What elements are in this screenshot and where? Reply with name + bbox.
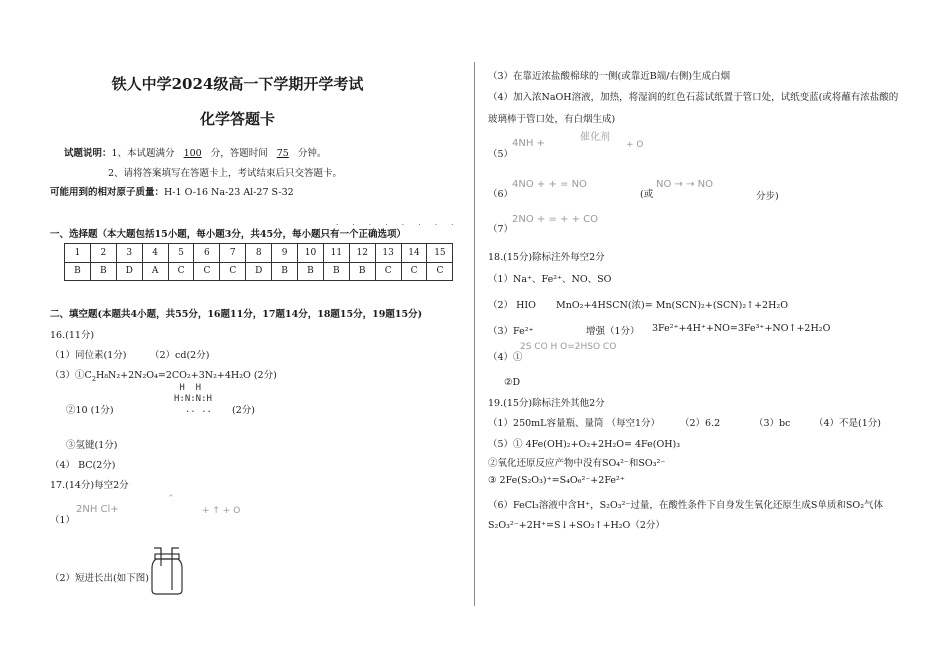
q18-answer-3-equation: 3Fe²⁺+4H⁺+NO=3Fe³⁺+NO↑+2H₂O — [652, 323, 831, 334]
q16-answer-4: （4） BC(2分) — [50, 460, 116, 471]
section2-heading: 二、填空题(本题共4小题，共55分，16题11分，17题14分，18题15分，19题15分) — [50, 309, 423, 320]
q18-answer-2-equation: MnO₂+4HSCN(浓)= Mn(SCN)₂+(SCN)₂↑+2H₂O — [556, 300, 788, 311]
answer-table — [64, 243, 453, 281]
exam-title: 铁人中学2024级高一下学期开学考试 — [111, 75, 364, 93]
column-divider — [474, 62, 475, 606]
q16-answer-1: （1）同位素(1分) — [50, 350, 127, 361]
q17-answer-6-end: 分步) — [756, 191, 779, 202]
q19-answer-1: （1）250mL容量瓶、量筒 （每空1分） — [488, 418, 661, 429]
q18-answer-4-2: ②D — [504, 377, 521, 388]
heat-mark: ^ — [168, 494, 174, 502]
answer-card-title: 化学答题卡 — [199, 110, 275, 128]
q17-answer-5-equation-end: + O — [626, 140, 644, 150]
q18-answer-3-label: （3）Fe²⁺ — [488, 326, 534, 337]
q16-title: 16.(11分) — [50, 330, 95, 341]
q16-answer-3-2: ②10 (1分) — [66, 405, 114, 416]
q18-answer-4-equation: 2S CO H O=2HSO CO — [520, 342, 617, 352]
q17-title: 17.(14分)每空2分 — [50, 480, 129, 491]
lewis-score: (2分) — [232, 405, 255, 416]
q17-answer-5-equation: 4NH + — [512, 138, 545, 149]
q18-answer-2-label: （2） HIO — [488, 300, 536, 311]
q17-answer-4-line1: （4）加入浓NaOH溶液，加热，将湿润的红色石蕊试纸置于管口处，试纸变蓝(或将蘸有浓盐酸的 — [488, 92, 899, 103]
q16-answer-3: $(3)①C_2H_8N_2+2N_2O_4=2CO_2+3N_2+4H_2O$ (2分) — [50, 370, 277, 383]
q19-answer-5: （5）① 4Fe(OH)₂+O₂+2H₂O= 4Fe(OH)₃ — [488, 439, 681, 450]
q19-answer-5-3: ③ 2Fe(S₂O₃)⁺=S₄O₆²⁻+2Fe²⁺ — [488, 475, 625, 486]
q18-title: 18.(15分)除标注外每空2分 — [488, 252, 605, 263]
q19-answer-6-line1: （6）FeCl₃溶液中含H⁺，S₂O₃²⁻过量，在酸性条件下自身发生氧化还原生成S单质和SO₂气体 — [488, 500, 884, 511]
answer-table-answers: B B D A C C C D B B B B C C C — [65, 262, 453, 281]
q17-answer-6-equation: 4NO + + = NO — [512, 179, 587, 190]
q17-answer-2: （2）短进长出(如下图) — [50, 573, 149, 584]
q17-answer-1-label: （1） — [50, 515, 76, 526]
q19-answer-6-line2: S₂O₃²⁻+2H⁺=S↓+SO₂↑+H₂O（2分） — [488, 520, 665, 531]
q19-answer-5-2: ②氧化还原反应产物中没有SO₄²⁻和SO₃²⁻ — [488, 458, 666, 469]
instructions-line2: 2、请将答案填写在答题卡上，考试结束后只交答题卡。 — [108, 168, 343, 179]
instructions-line1: 试题说明：1、本试题满分 100 分，答题时间 75 分钟。 — [64, 148, 327, 159]
q18-answer-3-mid: 增强（1分） — [586, 326, 640, 337]
q17-answer-6-steps: NO → → NO — [656, 179, 713, 190]
q19-answer-4: （4）不是(1分) — [814, 418, 882, 429]
hydrazine-lewis-structure: H H H:N:N:H .. .. — [174, 383, 212, 415]
answer-table-numbers: 1 2 3 4 5 6 7 8 9 10 11 12 13 14 15 — [65, 244, 453, 263]
q18-answer-1: （1）Na⁺、Fe²⁺、NO、SO — [488, 274, 612, 285]
section1-heading: 一、选择题（本大题包括15小题，每小题3分，共45分，每小题只有一个正确选项） — [50, 229, 407, 240]
q18-answer-4-label: （4）① — [488, 352, 523, 363]
q17-answer-4-line2: 玻璃棒于管口处，有白烟生成) — [488, 114, 616, 125]
q19-answer-3: （3）bc — [754, 418, 791, 429]
q17-answer-7-equation: 2NO + = + + CO — [512, 214, 598, 225]
catalyst-label: 催化剂 — [580, 132, 610, 143]
emphasis-dots: . . . . . . . . — [336, 219, 460, 227]
q19-answer-2: （2）6.2 — [680, 418, 721, 429]
q16-answer-2: （2）cd(2分) — [150, 350, 210, 361]
q17-answer-3: （3）在靠近浓盐酸棉球的一侧(或靠近B端/右侧)生成白烟 — [488, 71, 731, 82]
q17-answer-6-alt: (或 — [640, 189, 654, 200]
q17-answer-5-label: （5） — [488, 149, 514, 160]
full-score: 100 — [183, 148, 202, 159]
q17-answer-1-equation-end: + ↑ + O — [202, 506, 241, 516]
q19-title: 19.(15分)除标注外其他2分 — [488, 398, 605, 409]
q16-answer-3-3: ③氢键(1分) — [66, 440, 118, 451]
gas-bottle-icon — [146, 544, 188, 596]
exam-time: 75 — [276, 148, 289, 159]
atomic-masses: 可能用到的相对原子质量：H-1 O-16 Na-23 Al-27 S-32 — [50, 187, 294, 198]
q17-answer-1-equation: 2NH Cl+ — [76, 504, 119, 515]
q17-answer-6-label: （6） — [488, 189, 514, 200]
q17-answer-7-label: （7） — [488, 224, 514, 235]
